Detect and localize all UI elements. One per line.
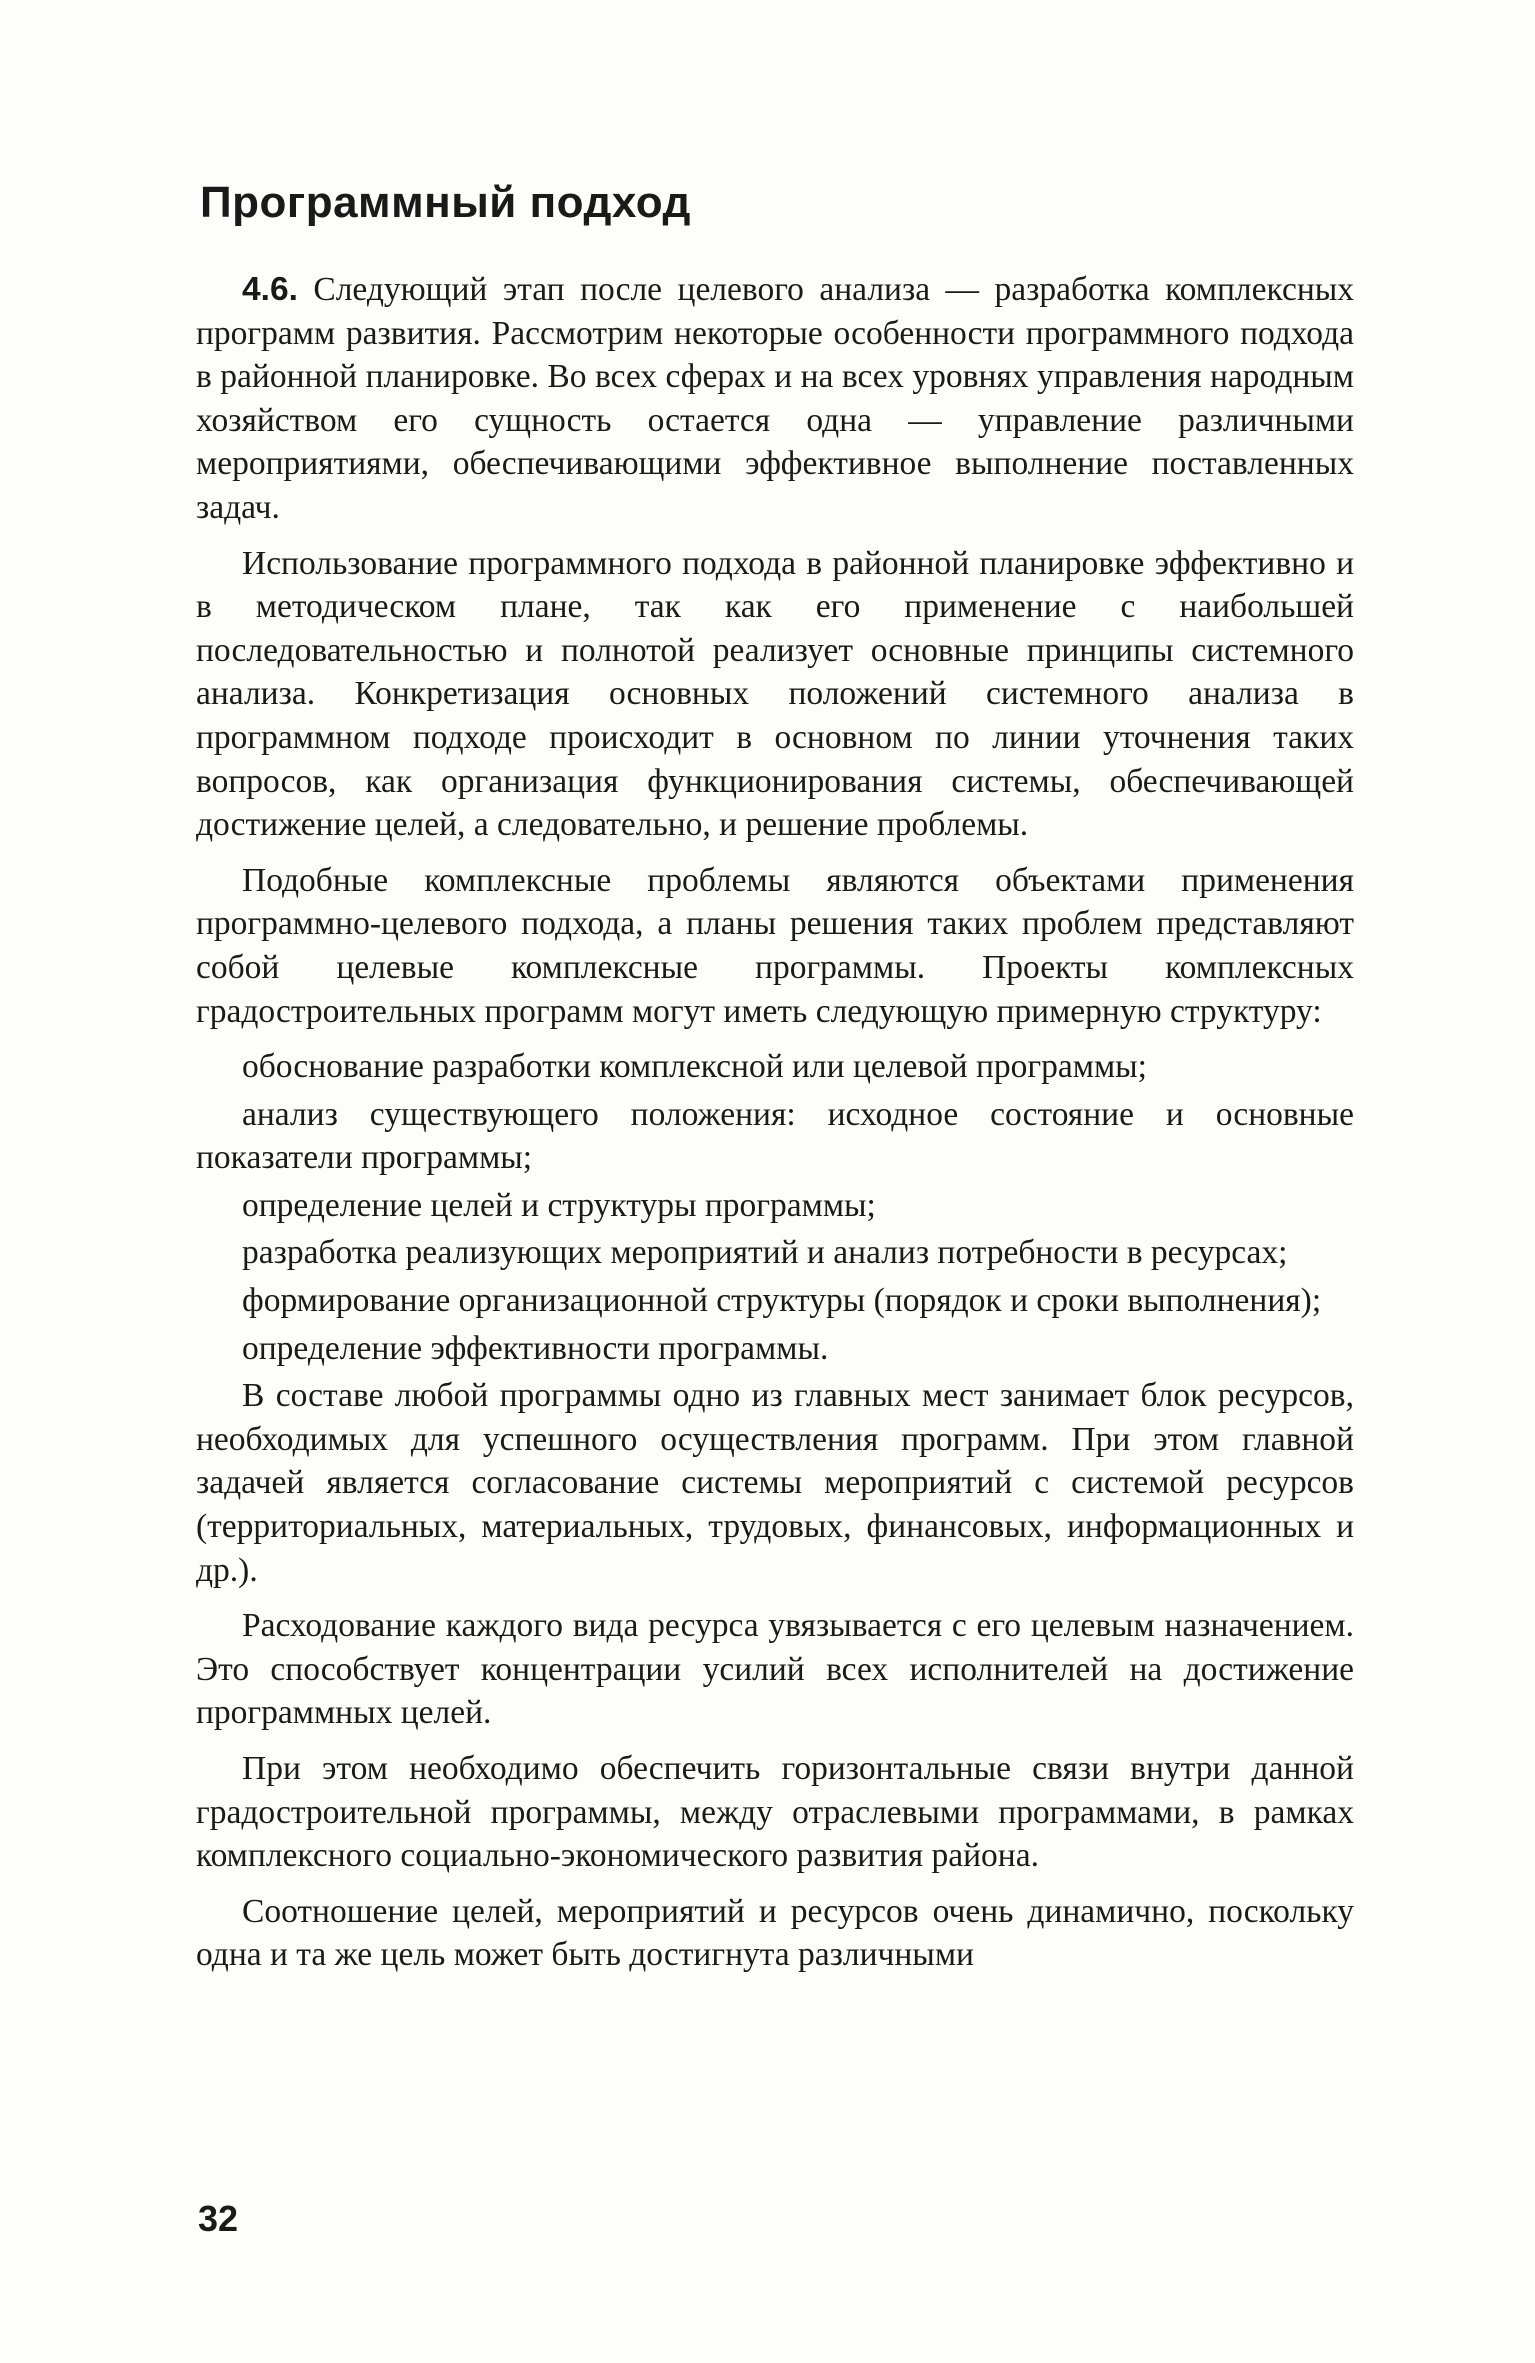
- section-number: 4.6.: [242, 271, 298, 308]
- page-number: 32: [198, 2198, 239, 2239]
- paragraph: Соотношение целей, мероприятий и ресурсов очень динамично, поскольку одна и та же цель может быть достигнута различными: [196, 1892, 1354, 1974]
- paragraph: Расходование каждого вида ресурса увязывается с его целевым назначением. Это способствует концентрации усилий всех исполнителей на достижение программных целей.: [196, 1607, 1354, 1732]
- section-heading: Программный подход: [200, 178, 691, 227]
- paragraph: Использование программного подхода в районной планировке эффективно и в методическом плане, так как его применение с наибольшей последовательностью и полнотой реализует основные принципы системного анализа. Конкретизация основных положений системного анализа в программном подходе происходит в основном по линии уточнения таких вопросов, как организация функционирования системы, обеспечивающей достижение целей, а следовательно, и решение проблемы.: [196, 544, 1354, 844]
- structure-item: обоснование разработки комплексной или целевой программы;: [242, 1048, 1147, 1086]
- structure-item: определение целей и структуры программы;: [242, 1186, 876, 1224]
- paragraph: В составе любой программы одно из главных мест занимает блок ресурсов, необходимых для успешного осуществления программ. При этом главной задачей является согласование системы мероприятий с системой ресурсов (территориальных, материальных, трудовых, финансовых, информационных и др.).: [196, 1377, 1354, 1589]
- body-text: [196, 268, 1354, 1989]
- structure-item: формирование организационной структуры (порядок и сроки выполнения);: [242, 1282, 1322, 1320]
- paragraph: При этом необходимо обеспечить горизонтальные связи внутри данной градостроительной программы, между отраслевыми программами, в рамках комплексного социально-экономического развития района.: [196, 1750, 1354, 1875]
- paragraph-4-6: [196, 268, 1354, 530]
- paragraph-text: Следующий этап после целевого анализа — разработка комплексных программ развития. Рассмотрим некоторые особенности программного подхода в районной планировке. Во всех сферах и на всех уровнях управления народным хозяйством его сущность остается одна — управление различными мероприятиями, обеспечивающими эффективное выполнение поставленных задач.: [196, 271, 1355, 526]
- paragraph: Подобные комплексные проблемы являются объектами применения программно-целевого подхода, а планы решения таких проблем представляют собой целевые комплексные программы. Проекты комплексных градостроительных программ могут иметь следующую примерную структуру:: [196, 861, 1354, 1030]
- structure-item: анализ существующего положения: исходное состояние и основные показатели программы;: [196, 1095, 1354, 1177]
- structure-item: определение эффективности программы.: [242, 1329, 829, 1367]
- structure-item: разработка реализующих мероприятий и анализ потребности в ресурсах;: [242, 1234, 1288, 1272]
